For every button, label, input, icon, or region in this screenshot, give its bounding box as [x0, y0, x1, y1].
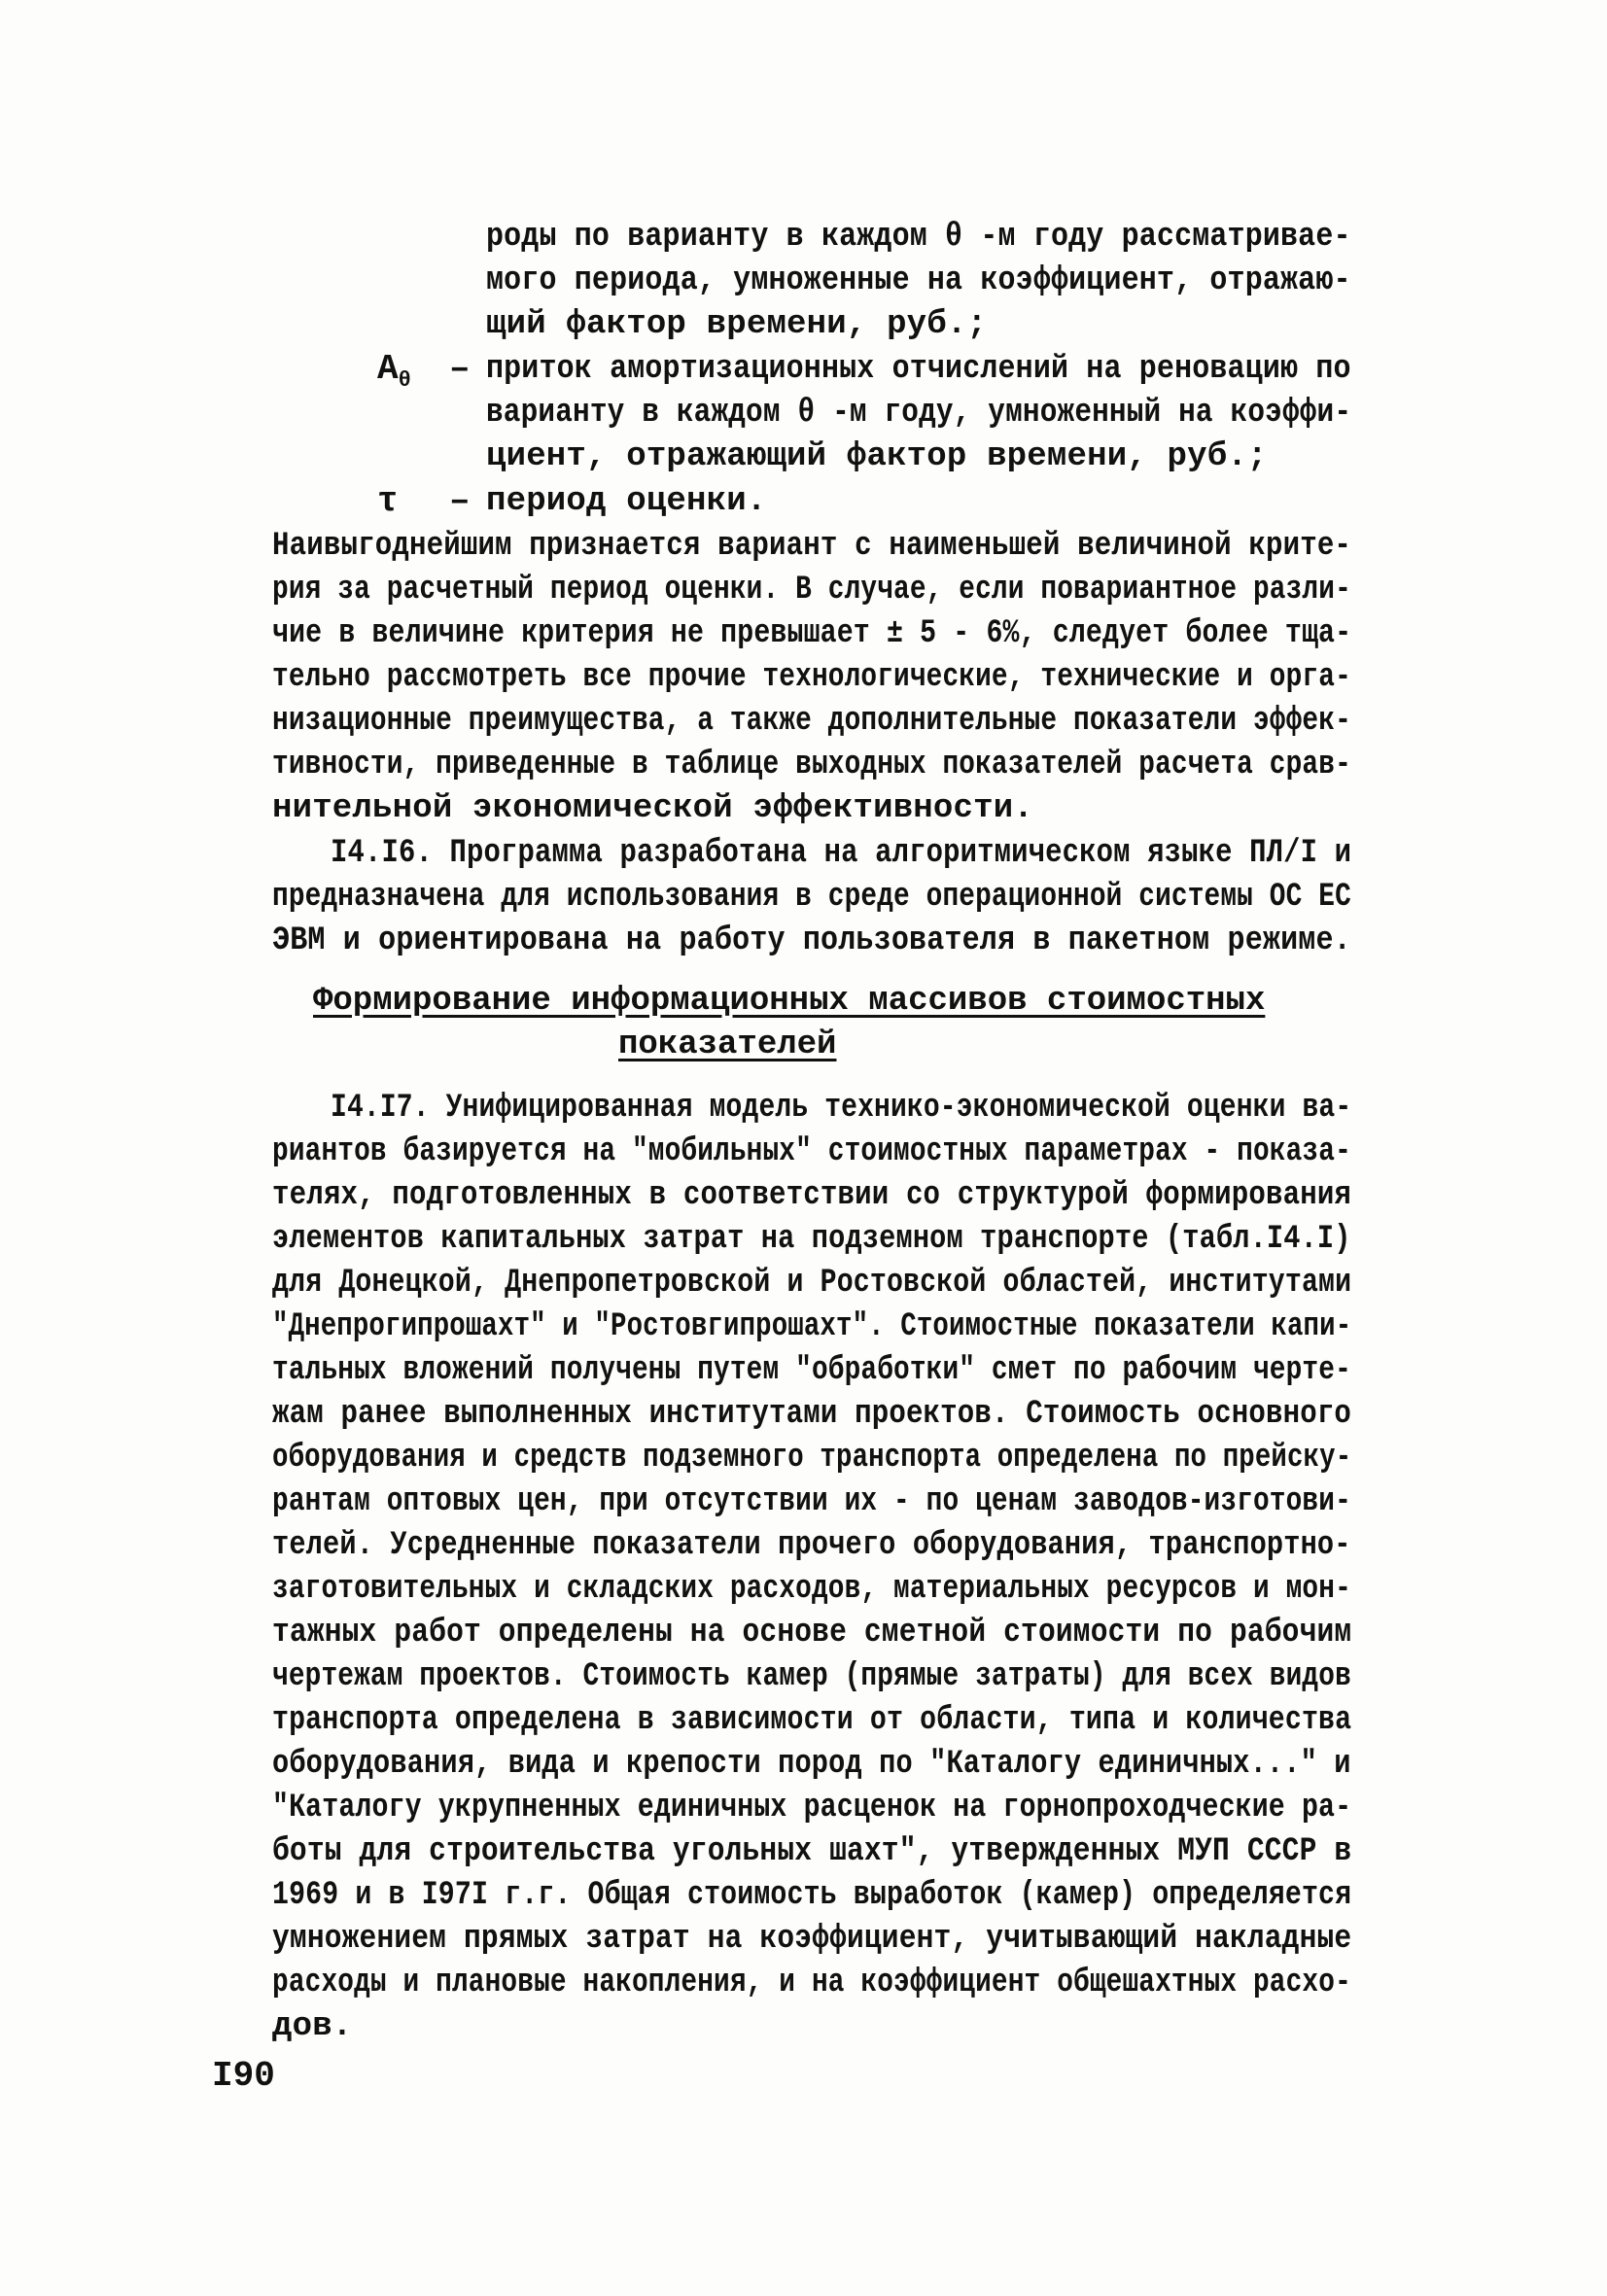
page-number: I90 [212, 2056, 275, 2096]
para-14-17-line-17: "Каталогу укрупненных единичных расценок на горнопроходческие ра- [272, 1790, 1352, 1826]
criteria-line-6: тивности, приведенные в таблице выходных показателей расчета срав- [272, 747, 1351, 783]
definition-intro-line-1: роды по варианту в каждом θ -м году рассматривае- [486, 219, 1351, 256]
para-14-17-line-6: "Днепрогипрошахт" и "Ростовгипрошахт". Стоимостные показатели капи- [272, 1308, 1352, 1345]
criteria-line-5: низационные преимущества, а также дополнительные показатели эффек- [272, 703, 1351, 740]
definition-intro-line-3: щий фактор времени, руб.; [486, 306, 988, 343]
para-14-17-line-16: оборудования, вида и крепости пород по "Каталогу единичных..." и [272, 1746, 1351, 1783]
para-14-17-line-13: тажных работ определены на основе сметной стоимости по рабочим [272, 1615, 1352, 1652]
definition-a-line-1: приток амортизационных отчислений на реновацию по [486, 351, 1351, 388]
para-14-17-line-7: тальных вложений получены путем "обработки" смет по рабочим черте- [272, 1352, 1351, 1389]
para-14-17-line-11: телей. Усредненные показатели прочего оборудования, транспортно- [272, 1527, 1351, 1564]
para-14-17-line-1: I4.I7. Унифицированная модель технико-экономической оценки ва- [331, 1090, 1352, 1127]
symbol-a: A [377, 349, 399, 389]
para-14-17-line-10: рантам оптовых цен, при отсутствии их - по ценам заводов-изготови- [272, 1483, 1351, 1520]
para-14-17-line-12: заготовительных и складских расходов, материальных ресурсов и мон- [272, 1571, 1351, 1608]
para-14-17-line-5: для Донецкой, Днепропетровской и Ростовской областей, институтами [272, 1265, 1352, 1302]
para-14-16-line-2: предназначена для использования в среде операционной системы ОС ЕС [272, 879, 1351, 916]
criteria-line-2: рия за расчетный период оценки. В случае, если повариантное разли- [272, 572, 1351, 609]
symbol-a-theta [377, 348, 411, 402]
para-14-17-line-19: 1969 и в I97I г.г. Общая стоимость выработок (камер) определяется [272, 1877, 1352, 1914]
criteria-line-3: чие в величине критерия не превышает ± 5 - 6%, следует более тща- [272, 615, 1352, 652]
para-14-17-line-20: умножением прямых затрат на коэффициент, учитывающий накладные [272, 1921, 1352, 1958]
para-14-17-line-4: элементов капитальных затрат на подземном транспорте (табл.I4.I) [272, 1221, 1351, 1258]
definition-tau-line: период оценки. [486, 483, 767, 520]
para-14-16-line-1: I4.I6. Программа разработана на алгоритмическом языке ПЛ/I и [331, 835, 1352, 872]
criteria-line-7: нительной экономической эффективности. [272, 790, 1033, 827]
para-14-17-line-3: телях, подготовленных в соответствии со структурой формирования [272, 1177, 1352, 1214]
section-heading-line-1: Формирование информационных массивов стоимостных [313, 983, 1266, 1020]
criteria-line-1: Наивыгоднейшим признается вариант с наименьшей величиной крите- [272, 528, 1352, 565]
para-14-17-line-22: дов. [272, 2008, 353, 2045]
para-14-17-line-18: боты для строительства угольных шахт", утвержденных МУП СССР в [272, 1833, 1352, 1870]
symbol-a-subscript: θ [398, 368, 411, 394]
para-14-17-line-14: чертежам проектов. Стоимость камер (прямые затраты) для всех видов [272, 1658, 1351, 1695]
definition-intro-line-2: мого периода, умноженные на коэффициент, отражаю- [486, 262, 1351, 299]
para-14-17-line-21: расходы и плановые накопления, и на коэффициент общешахтных расхо- [272, 1965, 1351, 2001]
criteria-line-4: тельно рассмотреть все прочие технологические, технические и орга- [272, 659, 1351, 696]
para-14-16-line-3: ЭВМ и ориентирована на работу пользователя в пакетном режиме. [272, 922, 1351, 959]
para-14-17-line-15: транспорта определена в зависимости от области, типа и количества [272, 1702, 1352, 1739]
definition-a-dash: – [449, 349, 471, 389]
definition-a-line-2: варианту в каждом θ -м году, умноженный на коэффи- [486, 395, 1352, 432]
definition-tau-dash: – [449, 481, 471, 521]
para-14-17-line-8: жам ранее выполненных институтами проектов. Стоимость основного [272, 1396, 1352, 1433]
definition-a-line-3: циент, отражающий фактор времени, руб.; [486, 438, 1268, 475]
para-14-17-line-2: риантов базируется на "мобильных" стоимостных параметрах - показа- [272, 1133, 1351, 1170]
section-heading-line-2: показателей [618, 1026, 837, 1063]
para-14-17-line-9: оборудования и средств подземного транспорта определена по прейску- [272, 1440, 1352, 1477]
symbol-tau: τ [377, 481, 399, 521]
